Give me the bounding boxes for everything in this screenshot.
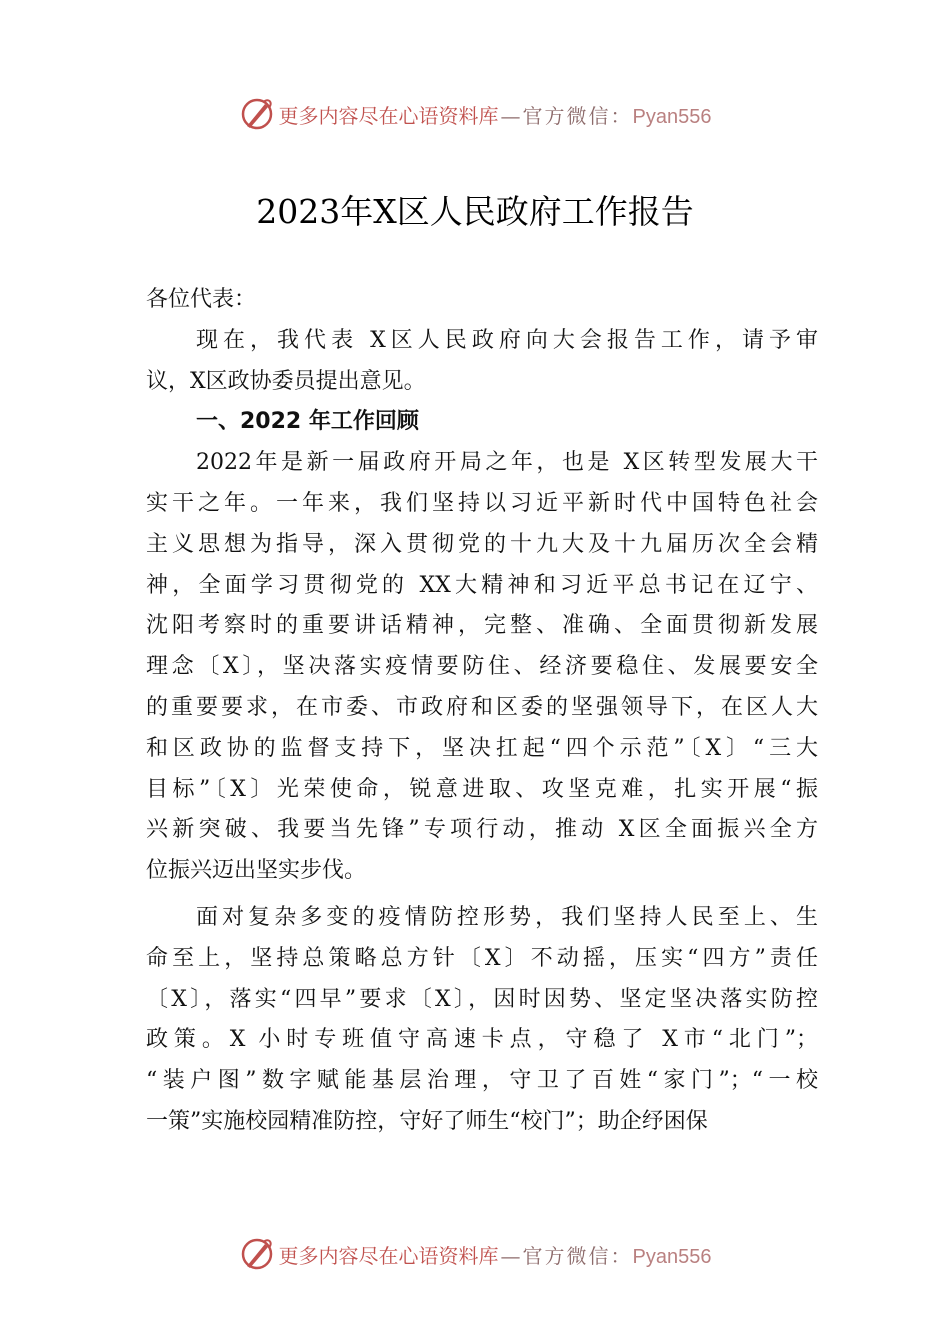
- banner-separator: —: [500, 1243, 521, 1268]
- paragraph-line: 政策。X 小时专班值守高速卡点，守稳了 X市“北门”；: [146, 1027, 818, 1053]
- paragraph-line: 主义思想为指导，深入贯彻党的十九大及十九届历次全会精: [146, 531, 818, 557]
- banner-text: [279, 1240, 712, 1269]
- paragraph-line: 和区政协的监督支持下，坚决扛起“四个示范”〔X〕“三大: [146, 735, 818, 761]
- header-watermark-banner: [0, 92, 950, 136]
- paragraph-line: 目标”〔X〕光荣使命，锐意进取、攻坚克难，扎实开展“振: [146, 776, 818, 802]
- paragraph-line: 的重要要求，在市委、市政府和区委的坚强领导下，在区人大: [146, 694, 818, 720]
- paragraph-line: 2022年是新一届政府开局之年，也是 X区转型发展大干: [196, 450, 818, 476]
- intro-line: 现在，我代表 X区人民政府向大会报告工作，请予审: [196, 327, 818, 353]
- paragraph-line: 位振兴迈出坚实步伐。: [146, 858, 367, 884]
- paragraph-line: “装户图”数字赋能基层治理，守卫了百姓“家门”；“一校: [146, 1068, 818, 1094]
- banner-wechat-label: 官方微信：: [522, 1243, 633, 1268]
- paragraph-line: 理念〔X〕，坚决落实疫情要防住、经济要稳住、发展要安全: [146, 654, 818, 680]
- banner-text: [279, 100, 712, 129]
- banner-wechat-label: 官方微信：: [522, 103, 633, 128]
- quill-seal-logo-icon: [239, 1236, 275, 1272]
- paragraph-line: 面对复杂多变的疫情防控形势，我们坚持人民至上、生: [196, 904, 818, 930]
- paragraph-line: 一策”实施校园精准防控，守好了师生“校门”；助企纾困保: [146, 1108, 708, 1134]
- paragraph-line: 沈阳考察时的重要讲话精神，完整、准确、全面贯彻新发展: [146, 613, 818, 639]
- salutation: 各位代表：: [146, 287, 257, 312]
- document-body: [146, 280, 818, 1143]
- quill-seal-logo-icon: [239, 96, 275, 132]
- section-heading: 一、2022 年工作回顾: [196, 409, 419, 435]
- banner-promo: 更多内容尽在心语资料库: [278, 1243, 499, 1268]
- document-title: 2023年X区人民政府工作报告: [256, 192, 694, 231]
- banner-separator: —: [500, 103, 521, 128]
- paragraph-line: 兴新突破、我要当先锋”专项行动，推动 X区全面振兴全方: [146, 817, 818, 843]
- banner-wechat-id: Pyan556: [632, 1245, 712, 1268]
- intro-line: 议，X区政协委员提出意见。: [146, 368, 426, 394]
- footer-watermark-banner: [0, 1232, 950, 1276]
- paragraph-line: 〔X〕，落实“四早”要求〔X〕，因时因势、坚定坚决落实防控: [146, 986, 818, 1012]
- paragraph-line: 实干之年。一年来，我们坚持以习近平新时代中国特色社会: [146, 490, 818, 516]
- paragraph-line: 命至上，坚持总策略总方针〔X〕不动摇，压实“四方”责任: [146, 945, 818, 971]
- banner-wechat-id: Pyan556: [632, 105, 712, 128]
- paragraph-line: 神，全面学习贯彻党的 XX大精神和习近平总书记在辽宁、: [146, 572, 818, 598]
- banner-promo: 更多内容尽在心语资料库: [278, 103, 499, 128]
